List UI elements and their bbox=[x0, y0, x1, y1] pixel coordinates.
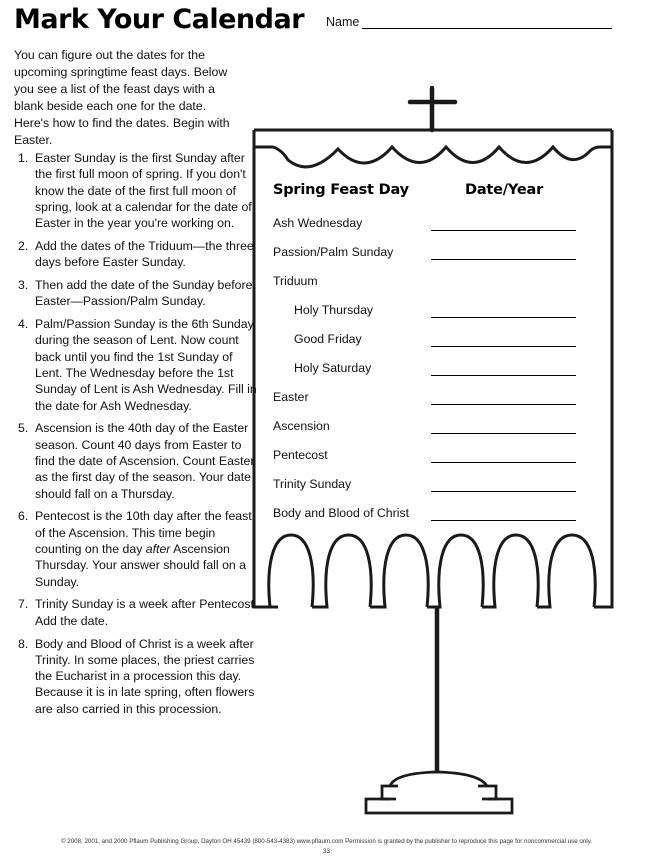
step-number: 5. bbox=[18, 421, 29, 436]
step-number: 1. bbox=[18, 151, 29, 165]
feast-row bbox=[273, 303, 577, 323]
feast-label: Ash Wednesday bbox=[273, 216, 363, 230]
step-text-emphasis: after bbox=[145, 542, 171, 557]
name-label: Name bbox=[326, 15, 360, 29]
feast-row bbox=[273, 274, 577, 294]
step-text: Then add the date of the Sunday before Easter—Passion/Palm Sunday. bbox=[35, 278, 253, 309]
step-text: Palm/Passion Sunday is the 6th Sunday during the season of Lent. Now count back until you find the 1st Sunday of Lent. The Wednesday before the 1st Sunday of Lent is Ash Wednesday. Fill in the date for Ash Wednesday. bbox=[35, 317, 257, 413]
stand-dome bbox=[390, 772, 487, 786]
feast-row bbox=[273, 419, 577, 439]
step-number: 8. bbox=[18, 636, 29, 651]
feast-row bbox=[273, 216, 577, 236]
date-blank-line[interactable] bbox=[431, 346, 576, 347]
date-blank-line[interactable] bbox=[431, 375, 576, 376]
stand-step-right bbox=[478, 786, 496, 799]
scalloped-trim bbox=[254, 147, 612, 167]
feast-label: Easter bbox=[273, 390, 309, 404]
feast-label: Holy Saturday bbox=[294, 361, 372, 375]
step-text: Trinity Sunday is a week after Pentecost. Add the date. bbox=[35, 597, 258, 628]
step-text: Pentecost is the 10th day after the feast of the Ascension. This time begin counting on the day bbox=[35, 509, 252, 557]
feast-label: Passion/Palm Sunday bbox=[273, 245, 394, 259]
column-header-date: Date/Year bbox=[465, 182, 544, 198]
date-blank-line[interactable] bbox=[431, 404, 576, 405]
step-number: 2. bbox=[18, 238, 29, 253]
step-number: 7. bbox=[18, 597, 29, 612]
feast-row bbox=[273, 506, 577, 526]
feast-label: Body and Blood of Christ bbox=[273, 506, 410, 520]
step-number: 3. bbox=[18, 278, 29, 293]
step-text: Body and Blood of Christ is a week after Trinity. In some places, the priest carries the Eucharist in a procession this day. Because it is in late spring, often flowers are also carried in this procession. bbox=[35, 636, 255, 716]
step-number: 6. bbox=[18, 509, 29, 524]
date-blank-line[interactable] bbox=[431, 433, 576, 434]
feast-row bbox=[273, 245, 577, 265]
feast-row bbox=[273, 477, 577, 497]
date-blank-line[interactable] bbox=[431, 491, 576, 492]
date-blank-line[interactable] bbox=[431, 462, 576, 463]
feast-label: Ascension bbox=[273, 419, 330, 433]
feast-label: Good Friday bbox=[294, 332, 362, 346]
step-text: Ascension Thursday. Your answer should fall on a Sunday. bbox=[35, 542, 246, 589]
date-blank-line[interactable] bbox=[431, 259, 576, 260]
step-text: Add the dates of the Triduum—the three days before Easter Sunday. bbox=[35, 238, 254, 270]
date-blank-line[interactable] bbox=[431, 317, 576, 318]
feast-label: Holy Thursday bbox=[294, 303, 374, 317]
feast-row bbox=[273, 448, 577, 468]
feast-label: Triduum bbox=[273, 274, 318, 288]
step-text: Easter Sunday is the first Sunday after the first full moon of spring. If you don't know the date of the first full moon of spring, look at a calendar for the date of Easter in the year you're working on. bbox=[35, 151, 252, 231]
page-number: 33 bbox=[322, 848, 331, 855]
date-blank-line[interactable] bbox=[431, 520, 576, 521]
stand-step-left bbox=[382, 786, 398, 799]
banner-right-edge bbox=[594, 130, 612, 607]
stand-base bbox=[366, 799, 512, 813]
feast-row bbox=[273, 361, 577, 381]
step-text: Ascension is the 40th day of the Easter season. Count 40 days from Easter to find the date of Ascension. Count Easter as the first day of the season. Your date should fall on a Thursday. bbox=[35, 421, 255, 501]
page-title: Mark Your Calendar bbox=[14, 4, 305, 35]
arched-fringe bbox=[254, 535, 612, 607]
feast-label: Pentecost bbox=[273, 448, 328, 462]
copyright-footer: © 2008, 2001, and 2000 Pflaum Publishing Group, Dayton OH 45439 (800-543-4383) www.pflaum.com Permission is granted by the publisher to reproduce this page for noncommercial use only. bbox=[60, 838, 593, 845]
step-number: 4. bbox=[18, 317, 29, 332]
date-blank-line[interactable] bbox=[431, 230, 576, 231]
feast-row bbox=[273, 390, 577, 410]
column-header-feast: Spring Feast Day bbox=[273, 182, 409, 198]
feast-label: Trinity Sunday bbox=[273, 477, 352, 491]
intro-paragraph: You can figure out the dates for the upcoming springtime feast days. Below you see a list of the feast days with a blank beside each one for the date. Here's how to find the dates. Begin with Easter. bbox=[14, 48, 230, 147]
feast-row bbox=[273, 332, 577, 352]
